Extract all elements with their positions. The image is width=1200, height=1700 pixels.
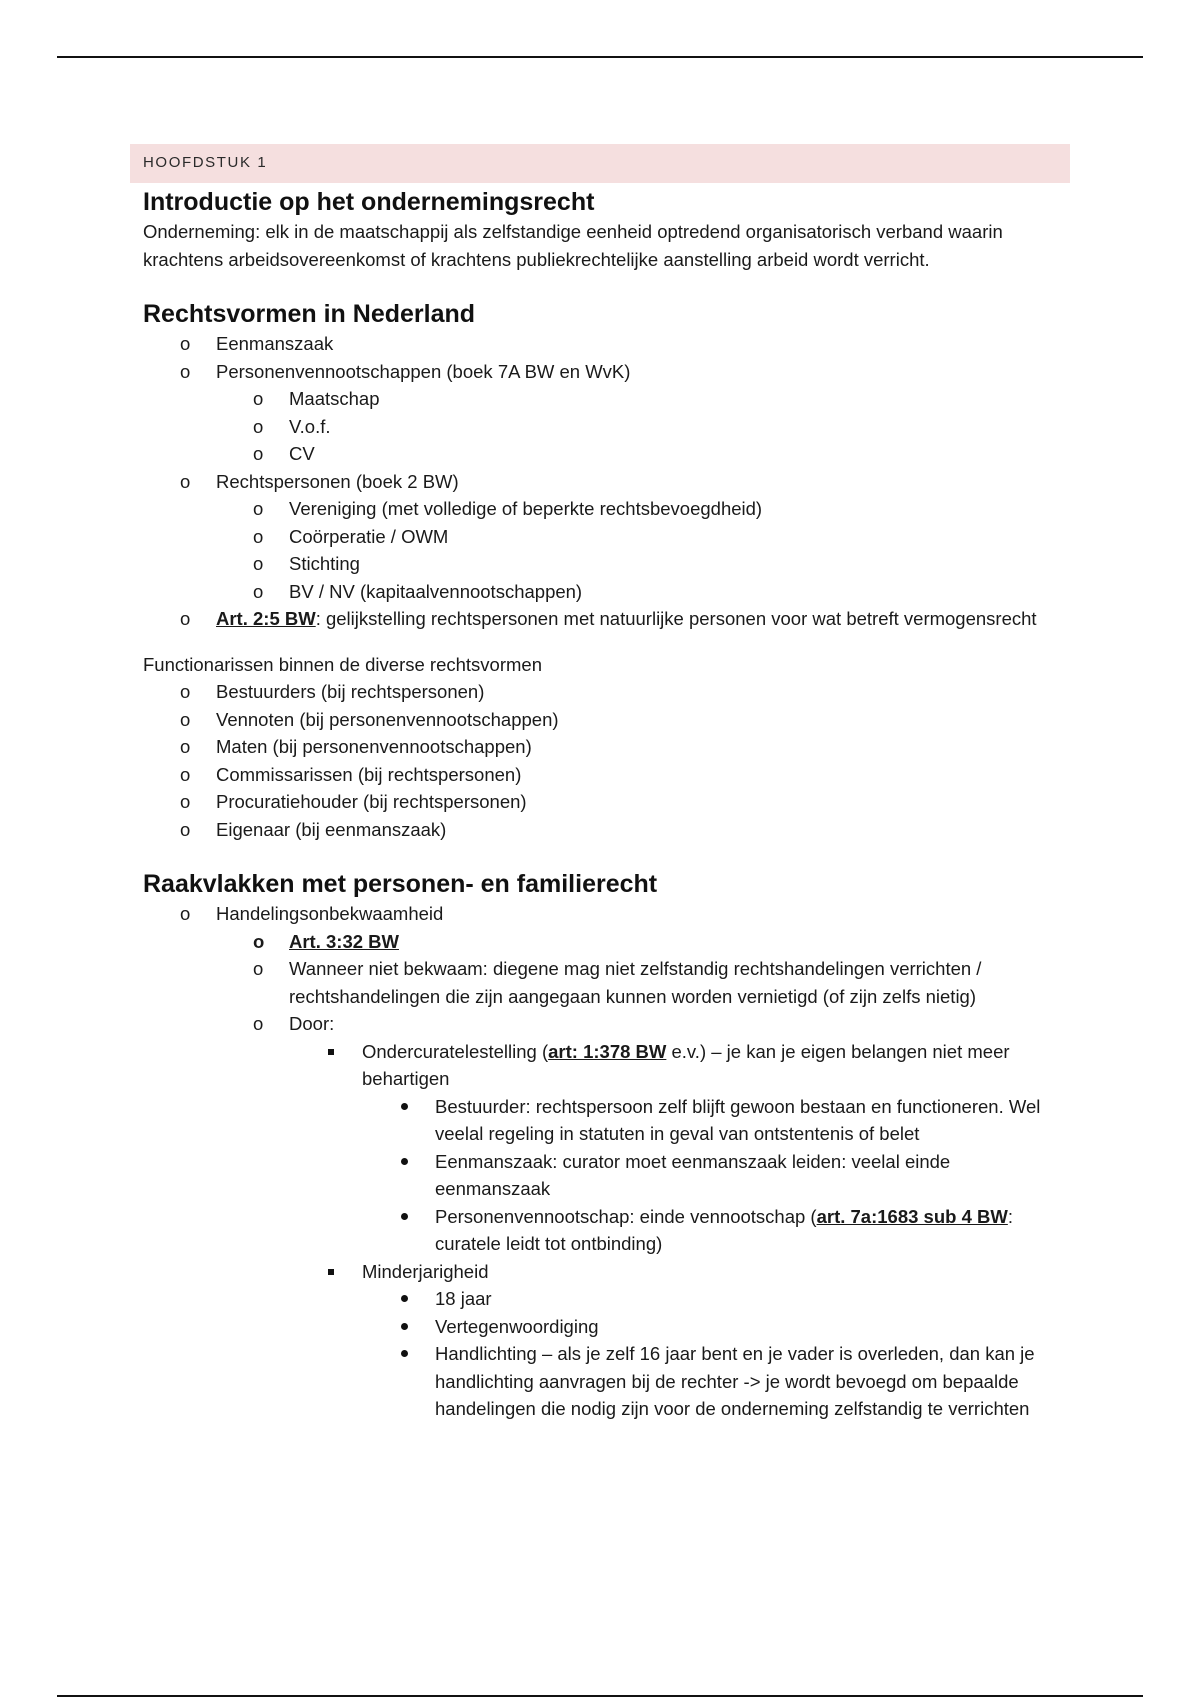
list-item: o Door:	[143, 1010, 1063, 1038]
rechtsvormen-heading: Rechtsvormen in Nederland	[143, 300, 476, 328]
o-bullet-icon: o	[180, 360, 191, 382]
list-item: o Procuratiehouder (bij rechtspersonen)	[143, 788, 1063, 816]
o-bullet-icon: o	[180, 791, 191, 812]
list-item: o Maten (bij personenvennootschappen)	[143, 733, 1063, 761]
list-item: o Maatschap	[143, 385, 1063, 413]
o-bullet-icon: o	[253, 553, 264, 574]
list-item	[143, 928, 1063, 956]
list-item: Eenmanszaak: curator moet eenmanszaak leiden: veelal einde eenmanszaak	[143, 1148, 1063, 1203]
list-item: 18 jaar	[143, 1285, 1063, 1313]
list-item: o Stichting	[143, 550, 1063, 578]
square-bullet-icon	[328, 1049, 334, 1055]
list-item: o Vereniging (met volledige of beperkte rechtsbevoegdheid)	[143, 495, 1063, 523]
o-bullet-icon: o	[253, 1013, 264, 1034]
o-bullet-icon: o	[253, 958, 264, 979]
o-bullet-icon: o	[180, 681, 191, 702]
list-item: o Personenvennootschappen (boek 7A BW en WvK)	[143, 358, 1063, 386]
list-item: o Commissarissen (bij rechtspersonen)	[143, 761, 1063, 789]
list-item: o Wanneer niet bekwaam: diegene mag niet zelfstandig rechtshandelingen verrichten / rechtshandelingen die zijn aangegaan kunnen worden vernietigd (of zijn zelfs nietig)	[143, 955, 1063, 1010]
list-item: o Eigenaar (bij eenmanszaak)	[143, 816, 1063, 844]
article-ref: art. 7a:1683 sub 4 BW	[816, 1205, 1008, 1227]
o-bullet-icon: o	[180, 708, 191, 730]
raakvlakken-heading: Raakvlakken met personen- en familierecht	[143, 870, 658, 898]
list-item: o Handelingsonbekwaamheid	[143, 900, 1063, 928]
list-item: o Eenmanszaak	[143, 330, 1063, 358]
dot-bullet-icon	[401, 1103, 408, 1110]
o-bullet-icon: o	[253, 443, 264, 464]
o-bullet-icon: o	[180, 736, 191, 757]
list-item: Ondercuratelestelling (art: 1:378 BW e.v.) – je kan je eigen belangen niet meer behartigen	[143, 1038, 1063, 1093]
list-item: o CV	[143, 440, 1063, 468]
square-bullet-icon	[328, 1269, 334, 1275]
chapter-band	[130, 144, 1070, 183]
list-item: Vertegenwoordiging	[143, 1313, 1063, 1341]
list-item: o Rechtspersonen (boek 2 BW)	[143, 468, 1063, 496]
list-item: Bestuurder: rechtspersoon zelf blijft gewoon bestaan en functioneren. Wel veelal regeling in statuten in geval van ontstentenis of belet	[143, 1093, 1063, 1148]
dot-bullet-icon	[401, 1158, 408, 1165]
o-bullet-icon: o	[253, 388, 264, 409]
article-ref: Art. 2:5 BW	[216, 608, 316, 629]
o-bullet-icon: o	[180, 470, 191, 492]
o-bullet-icon: o	[180, 903, 191, 924]
top-rule	[57, 56, 1143, 58]
dot-bullet-icon	[401, 1295, 408, 1302]
o-bullet-icon: o	[180, 818, 191, 840]
o-bullet-icon: o	[253, 415, 264, 437]
o-bullet-icon: o	[180, 608, 191, 629]
list-item: Minderjarigheid	[143, 1258, 1063, 1286]
dot-bullet-icon	[401, 1323, 408, 1330]
functionarissen-list	[143, 678, 1063, 843]
functionarissen-heading: Functionarissen binnen de diverse rechtsvormen	[143, 653, 542, 675]
dot-bullet-icon	[401, 1213, 408, 1220]
o-bullet-icon: o	[253, 525, 264, 547]
list-item: o BV / NV (kapitaalvennootschappen)	[143, 578, 1063, 606]
o-bullet-icon: o	[180, 763, 191, 785]
dot-bullet-icon	[401, 1350, 408, 1357]
raakvlakken-list	[143, 900, 1063, 1423]
bottom-rule	[57, 1695, 1143, 1697]
list-item: Personenvennootschap: einde vennootschap (art. 7a:1683 sub 4 BW: curatele leidt tot ontbinding)	[143, 1203, 1063, 1258]
document-body	[143, 186, 1063, 1423]
intro-text: Onderneming: elk in de maatschappij als zelfstandige eenheid optredend organisatorisch verband waarin krachtens arbeidsovereenkomst of krachtens publiekrechtelijke aanstelling arbeid wordt verricht.	[143, 221, 1003, 270]
o-bullet-icon: o	[253, 930, 265, 952]
article-ref: Art. 3:32 BW	[289, 930, 399, 952]
list-item: Handlichting – als je zelf 16 jaar bent en je vader is overleden, dan kan je handlichting aanvragen bij de rechter -> je wordt bevoegd om bepaalde handelingen die nodig zijn voor de onderneming zelfstandig te verrichten	[143, 1340, 1063, 1423]
o-bullet-icon: o	[253, 498, 264, 519]
list-item: o Coörperatie / OWM	[143, 523, 1063, 551]
list-item: o V.o.f.	[143, 413, 1063, 441]
list-item: o Vennoten (bij personenvennootschappen)	[143, 706, 1063, 734]
article-ref: art: 1:378 BW	[548, 1040, 667, 1062]
intro-heading: Introductie op het ondernemingsrecht	[143, 188, 595, 216]
chapter-label: HOOFDSTUK 1	[143, 154, 268, 171]
o-bullet-icon: o	[180, 333, 191, 354]
list-item: o Art. 2:5 BW: gelijkstelling rechtspersonen met natuurlijke personen voor wat betreft vermogensrecht	[143, 605, 1063, 633]
list-item: o Bestuurders (bij rechtspersonen)	[143, 678, 1063, 706]
o-bullet-icon: o	[253, 580, 264, 602]
rechtsvormen-list	[143, 330, 1063, 633]
